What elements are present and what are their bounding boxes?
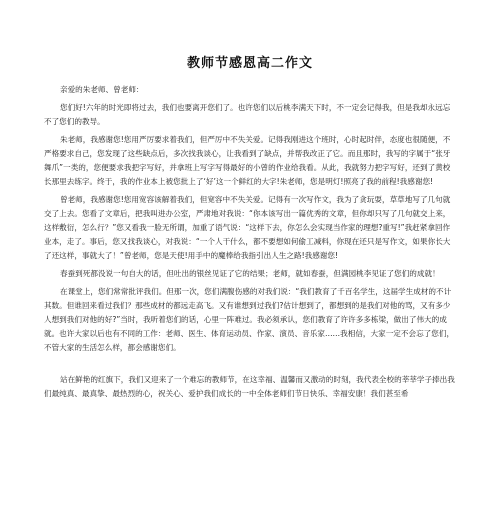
paragraph-3: 曾老师，我感谢您!您用宽容该解着我们，但宽容中不失关爱。记得有一次写作文，我为了贪玩耍，草草地写了几句就交了上去。您看了文章后，把我叫进办公室，严肃地对我说：“你本该写出一篇优秀的文章，但你却只写了几句就交上来，这样敷衍，怎么行？”您又看我一脸无所谓，加重了语气说：“这样下去，你怎么会实现当作家的理想?重写!”我赶紧拿回作业本，走了。事后，您又找我谈心，对我说：“一个人干什么，都不要想如何偷工减料，你现在还只是写作文，如果你长大了还这样，事就大了！”曾老师，您是天使!用手中的魔棒给我指引出人生之路!我感谢您! bbox=[44, 195, 451, 260]
paragraph-5: 在课堂上，您们常常批评我们。但那一次，您们满腹伤感的对我们说：“我们教育了千百名学生，这届学生成材的不计其数。但谁回来看过我们？那些成材的都远走高飞。又有谁想到过我们?估计想到了，都想到的是我们对他的骂，又有多少人想到我们对他的好?”当时，我听着您们的话，心里一阵难过。我必须承认，您们教育了许许多多栋梁，做出了伟大的成就。也许大家以后也有不同的工作：老师、医生、体育运动员、作家、演员、音乐家……我相信，大家一定不会忘了您们，不管大家的生活怎么样，都会感谢您们。 bbox=[44, 287, 455, 352]
paragraph-4: 春蚕到死都没说一句自大的话，但吐出的银丝见证了它的结果；老师，就如春蚕，但满园桃李见证了您们的成就！ bbox=[60, 269, 440, 278]
paragraph-1: 您们好!六年的时光即将过去，我们也要离开您们了。也许您们以后桃李满天下时，不一定会记得我，但是我却永远忘不了您们的教导。 bbox=[44, 103, 451, 126]
paragraph-2: 朱老师，我感谢您!您用严厉要求着我们，但严厉中不失关爱。记得我刚进这个班时，心时起时伴，态度也很随便，不严格要求自己，您发现了这些缺点后，多次找我谈心，让我看到了缺点，并帮我改正了它。而且那时，我写的字属于“张牙舞爪”一类的，您便要求我把字写好，并拿班上写字写得最好的小曾的作业给我看。从此，我就努力把字写好，还到了黄校长那里去练字。终于，我的作业本上被您批上了‘好’这一个鲜红的大字!朱老师，您是明灯!照亮了我的前程!我感谢您! bbox=[44, 135, 451, 186]
greeting: 亲爱的朱老师、曾老师： bbox=[60, 85, 144, 94]
page-title: 教师节感恩高二作文 bbox=[186, 56, 313, 71]
paragraph-6: 站在鲜艳的红旗下，我们又迎来了一个难忘的教师节，在这幸福、温馨而又激动的时刻，我代表全校的莘莘学子捧出我们最纯真、最真挚、最热烈的心，祝关心、爱护我们成长的一中全体老师们节日快乐、幸福安康！我们甚至希 bbox=[44, 375, 455, 398]
